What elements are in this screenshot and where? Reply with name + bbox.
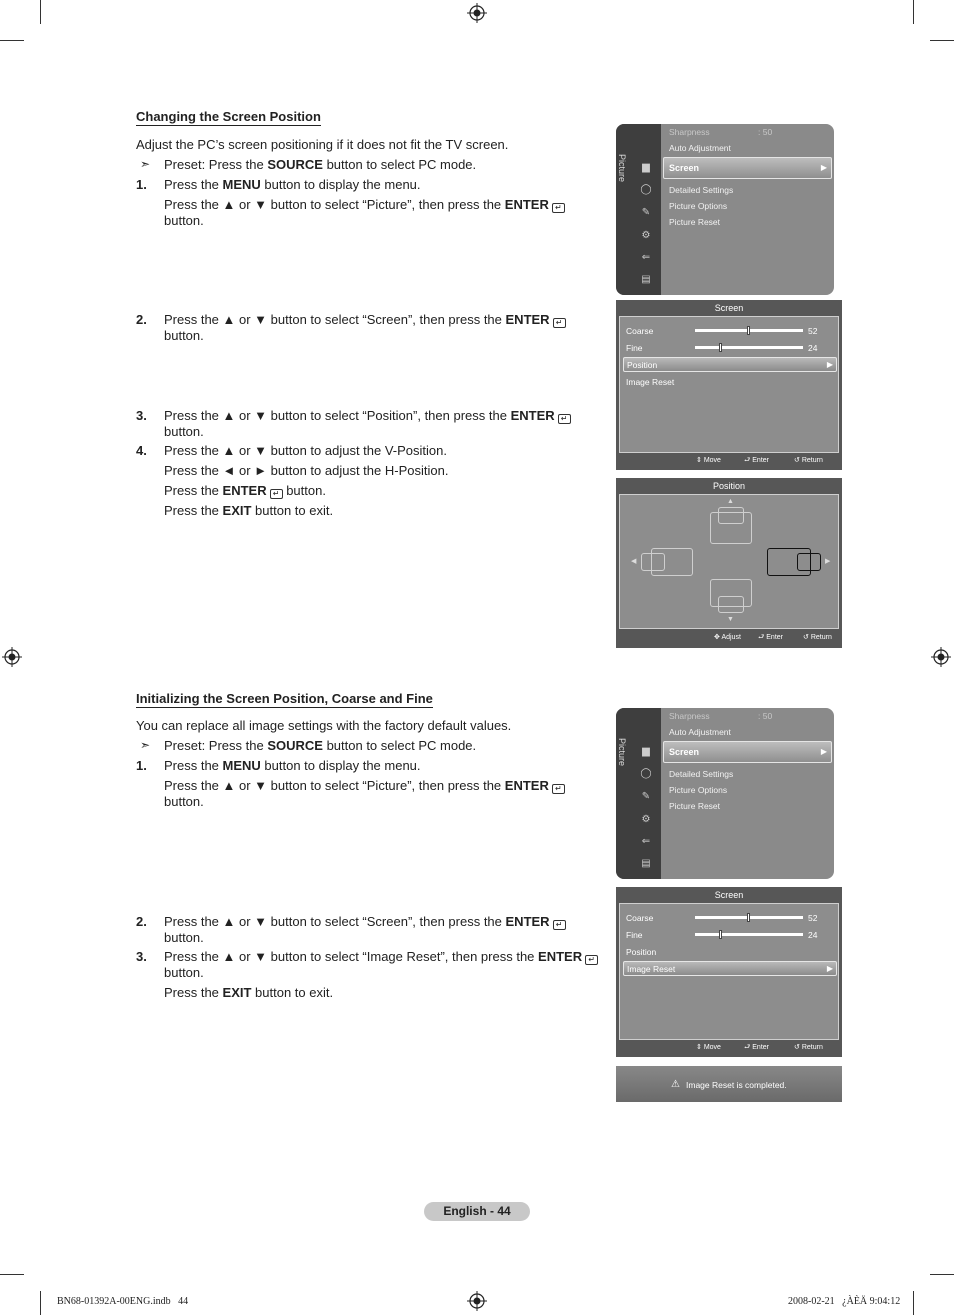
position-preview-left-inner <box>641 553 665 571</box>
fine-slider-knob[interactable] <box>719 930 722 939</box>
fine-slider[interactable] <box>695 933 803 936</box>
screen-item-coarse[interactable]: Coarse <box>626 913 654 923</box>
adjust-icon: ✥ <box>714 634 720 641</box>
footer-adjust: ✥ Adjust <box>714 634 741 641</box>
coarse-slider-knob[interactable] <box>747 326 750 335</box>
screen-item-fine[interactable]: Fine <box>626 343 643 353</box>
crop-mark <box>0 1274 24 1275</box>
screen-item-position[interactable]: Position <box>626 947 657 957</box>
setup-gear-icon: ⚙ <box>641 814 651 825</box>
sidebar-label: Picture <box>617 154 627 183</box>
footer-move: ⇕ Move <box>696 1044 721 1051</box>
footer-return: ↺ Return <box>794 1044 823 1051</box>
fine-value: 24 <box>808 343 818 353</box>
screen-item-coarse[interactable]: Coarse <box>626 326 654 336</box>
sidebar-label: Picture <box>617 738 627 767</box>
arrow-right-icon: ▶ <box>820 163 827 172</box>
step-text: Press the ▲ or ▼ button to select “Picture”, then press the ENTER ↵ button. <box>164 197 604 229</box>
coarse-slider[interactable] <box>695 329 803 332</box>
enter-icon: ↵ <box>552 784 565 794</box>
fine-value: 24 <box>808 930 818 940</box>
position-panel <box>616 478 842 648</box>
screen-item-position[interactable]: Position ▶ <box>623 357 837 372</box>
menu-item-detailed-settings[interactable]: Detailed Settings <box>669 185 734 195</box>
preset-arrow-icon: ➣ <box>140 738 151 752</box>
application-icon: ▤ <box>641 858 651 869</box>
menu-item-picture-options[interactable]: Picture Options <box>669 785 728 795</box>
arrow-up-icon[interactable]: ▲ <box>727 498 734 505</box>
menu-item-auto-adjustment[interactable]: Auto Adjustment <box>669 727 731 737</box>
menu-item-picture-reset[interactable]: Picture Reset <box>669 801 721 811</box>
registration-mark-icon <box>931 647 951 667</box>
menu-item-auto-adjustment[interactable]: Auto Adjustment <box>669 143 731 153</box>
footer-enter: ⮐ Enter <box>744 1044 769 1051</box>
menu-sidebar <box>616 124 661 295</box>
screen-menu-body <box>619 903 839 1040</box>
step-number: 3. <box>136 949 147 964</box>
warning-icon: ⚠ <box>671 1079 680 1090</box>
intro-text: Adjust the PC’s screen positioning if it does not fit the TV screen. <box>136 137 509 152</box>
screen-menu-title: Screen <box>714 303 744 313</box>
sharpness-value: : 50 <box>758 127 773 137</box>
step-text: Press the ▲ or ▼ button to select “Position”, then press the ENTER ↵ button. <box>164 408 604 440</box>
coarse-value: 52 <box>808 913 818 923</box>
registration-mark-icon <box>467 3 487 23</box>
channel-icon: ✎ <box>641 207 651 218</box>
footer-return: ↺ Return <box>794 457 823 464</box>
step-text: Press the ENTER ↵ button. <box>164 483 326 498</box>
menu-item-picture-reset[interactable]: Picture Reset <box>669 217 721 227</box>
footer-enter: ⮐ Enter <box>758 634 783 641</box>
footer-date: 2008-02-21 ¿ÀÈÄ 9:04:12 <box>788 1296 901 1307</box>
step-number: 2. <box>136 914 147 929</box>
section-title: Changing the Screen Position <box>136 109 321 124</box>
input-icon: ⇐ <box>641 252 651 263</box>
screen-menu-body <box>619 316 839 453</box>
enter-icon: ⮐ <box>758 634 765 641</box>
screen-item-fine[interactable]: Fine <box>626 930 643 940</box>
coarse-slider-knob[interactable] <box>747 913 750 922</box>
step-text: Press the EXIT button to exit. <box>164 985 334 1000</box>
coarse-value: 52 <box>808 326 818 336</box>
footer-file: BN68-01392A-00ENG.indb 44 <box>57 1296 189 1307</box>
page-label: English - 44 <box>424 1202 530 1221</box>
position-preview-right-inner <box>797 553 821 571</box>
registration-mark-icon <box>467 1291 487 1311</box>
notice-text: Image Reset is completed. <box>686 1080 787 1090</box>
reset-notice <box>616 1066 842 1102</box>
move-icon: ⇕ <box>696 1044 702 1051</box>
menu-sidebar <box>616 708 661 879</box>
return-icon: ↺ <box>794 1044 800 1051</box>
arrow-right-icon: ▶ <box>820 747 827 756</box>
enter-icon: ↵ <box>553 920 566 930</box>
crop-mark <box>0 40 24 41</box>
fine-slider-knob[interactable] <box>719 343 722 352</box>
crop-mark <box>40 0 41 24</box>
screen-menu <box>616 300 842 470</box>
crop-mark <box>930 40 954 41</box>
preset-text: Preset: Press the SOURCE button to select PC mode. <box>164 157 477 172</box>
menu-item-sharpness[interactable]: Sharpness <box>669 127 710 137</box>
coarse-slider[interactable] <box>695 916 803 919</box>
preset-text: Preset: Press the SOURCE button to select PC mode. <box>164 738 477 753</box>
channel-icon: ✎ <box>641 791 651 802</box>
menu-item-sharpness[interactable]: Sharpness <box>669 711 710 721</box>
footer-return: ↺ Return <box>803 634 832 641</box>
crop-mark <box>40 1291 41 1315</box>
step-number: 4. <box>136 443 147 458</box>
position-panel-title: Position <box>712 481 746 491</box>
footer-move: ⇕ Move <box>696 457 721 464</box>
menu-item-screen[interactable]: Screen ▶ <box>663 157 832 179</box>
return-icon: ↺ <box>794 457 800 464</box>
picture-icon: ▆ <box>642 746 650 757</box>
step-text: Press the ▲ or ▼ button to select “Picture”, then press the ENTER ↵ button. <box>164 778 604 810</box>
sharpness-value: : 50 <box>758 711 773 721</box>
section-title: Initializing the Screen Position, Coarse and Fine <box>136 691 433 706</box>
footer-enter: ⮐ Enter <box>744 457 769 464</box>
fine-slider[interactable] <box>695 346 803 349</box>
picture-icon: ▆ <box>642 162 650 173</box>
position-preview-top-inner <box>718 507 744 524</box>
enter-icon: ↵ <box>553 318 566 328</box>
step-text: Press the MENU button to display the menu. <box>164 758 421 773</box>
enter-icon: ↵ <box>552 203 565 213</box>
step-number: 3. <box>136 408 147 423</box>
picture-menu <box>616 708 834 879</box>
step-text: Press the ▲ or ▼ button to select “Image Reset”, then press the ENTER ↵ button. <box>164 949 604 981</box>
crop-mark <box>913 1291 914 1315</box>
menu-item-picture-options[interactable]: Picture Options <box>669 201 728 211</box>
step-number: 1. <box>136 177 147 192</box>
crop-mark <box>913 0 914 24</box>
screen-menu <box>616 887 842 1057</box>
sound-icon: ◯ <box>640 768 652 779</box>
step-text: Press the ▲ or ▼ button to select “Screen”, then press the ENTER ↵ button. <box>164 312 604 344</box>
move-icon: ⇕ <box>696 457 702 464</box>
enter-icon: ↵ <box>270 489 283 499</box>
step-number: 1. <box>136 758 147 773</box>
step-text: Press the ▲ or ▼ button to select “Screen”, then press the ENTER ↵ button. <box>164 914 604 946</box>
position-preview-bottom-inner <box>718 596 744 613</box>
arrow-right-icon: ▶ <box>826 964 833 973</box>
step-text: Press the MENU button to display the menu. <box>164 177 421 192</box>
screen-item-image-reset[interactable]: Image Reset <box>626 377 675 387</box>
screen-menu-title: Screen <box>714 890 744 900</box>
picture-menu <box>616 124 834 295</box>
arrow-right-icon[interactable]: ▶ <box>825 558 831 565</box>
enter-icon: ↵ <box>558 414 571 424</box>
return-icon: ↺ <box>803 634 809 641</box>
position-panel-body <box>619 494 839 629</box>
menu-item-detailed-settings[interactable]: Detailed Settings <box>669 769 734 779</box>
application-icon: ▤ <box>641 274 651 285</box>
arrow-down-icon[interactable]: ▼ <box>727 616 734 623</box>
step-number: 2. <box>136 312 147 327</box>
enter-icon: ⮐ <box>744 1044 751 1051</box>
arrow-right-icon: ▶ <box>826 360 833 369</box>
setup-gear-icon: ⚙ <box>641 230 651 241</box>
step-text: Press the EXIT button to exit. <box>164 503 334 518</box>
preset-arrow-icon: ➣ <box>140 157 151 171</box>
registration-mark-icon <box>2 647 22 667</box>
screen-item-image-reset[interactable]: Image Reset ▶ <box>623 961 837 976</box>
input-icon: ⇐ <box>641 836 651 847</box>
step-text: Press the ▲ or ▼ button to adjust the V-Position. <box>164 443 447 458</box>
enter-icon: ↵ <box>585 955 598 965</box>
enter-icon: ⮐ <box>744 457 751 464</box>
intro-text: You can replace all image settings with the factory default values. <box>136 718 512 733</box>
sound-icon: ◯ <box>640 184 652 195</box>
step-text: Press the ◄ or ► button to adjust the H-Position. <box>164 463 449 478</box>
crop-mark <box>930 1274 954 1275</box>
menu-item-screen[interactable]: Screen ▶ <box>663 741 832 763</box>
arrow-left-icon[interactable]: ◀ <box>631 558 637 565</box>
